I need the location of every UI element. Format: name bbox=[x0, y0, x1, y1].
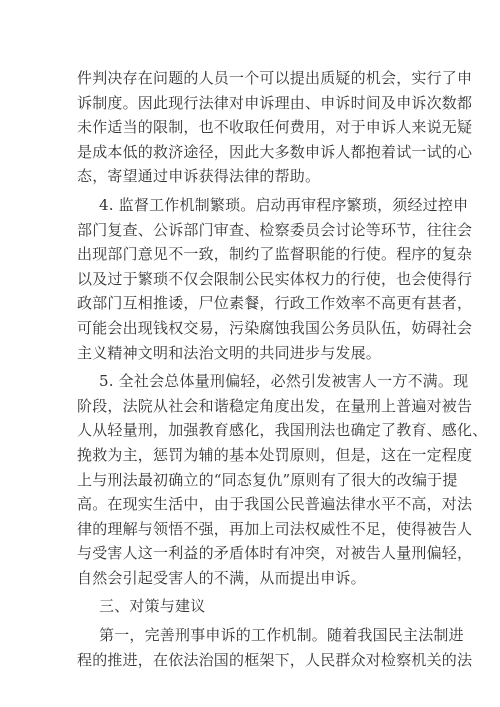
text-line: 是成本低的救济途径，因此大多数申诉人都抱着试一试的心 bbox=[77, 142, 473, 161]
text-line: 律的理解与领悟不强，再加上司法权威性不足，使得被告人 bbox=[77, 519, 473, 538]
text-line: 未作适当的限制，也不收取任何费用，对于申诉人来说无疑 bbox=[77, 118, 473, 137]
text-line: 可能会出现钱权交易，污染腐蚀我国公务员队伍，妨碍社会 bbox=[77, 318, 473, 337]
text-line: 程的推进，在依法治国的框架下，人民群众对检察机关的法 bbox=[77, 650, 473, 669]
section-heading-3 bbox=[77, 594, 427, 619]
text-line: 以及过于繁琐不仅会限制公民实体权力的行使，也会使得行 bbox=[77, 269, 473, 288]
text-line: 第一，完善刑事申诉的工作机制。随着我国民主法制进 bbox=[99, 626, 464, 645]
text-line: 政部门互相推诿，尸位素餐，行政工作效率不高更有甚者， bbox=[77, 294, 473, 313]
text-line: 高。在现实生活中，由于我国公民普遍法律水平不高，对法 bbox=[77, 495, 473, 514]
text-line: 4. 监督工作机制繁琐。启动再审程序繁琐，须经过控申 bbox=[99, 195, 469, 214]
paragraph-continuation bbox=[77, 66, 473, 189]
text-line: 上与刑法最初确立的“同态复仇”原则有了很大的改编于提 bbox=[77, 470, 458, 489]
text-line: 出现部门意见不一致，制约了监督职能的行使。程序的复杂 bbox=[77, 245, 473, 264]
text-line: 挽救为主，惩罚为辅的基本处罚原则，但是，这在一定程度 bbox=[77, 445, 473, 464]
text-line: 部门复查、公诉部门审查、检察委员会讨论等环节，往往会 bbox=[77, 220, 473, 239]
document-page bbox=[77, 66, 488, 672]
text-line: 主义精神文明和法治文明的共同进步与发展。 bbox=[77, 343, 382, 362]
text-line: 诉制度。因此现行法律对申诉理由、申诉时间及申诉次数都 bbox=[77, 93, 473, 112]
paragraph-countermeasure-1 bbox=[77, 623, 473, 672]
text-line: 态，寄望通过申诉获得法律的帮助。 bbox=[77, 167, 321, 186]
paragraph-point-5 bbox=[77, 369, 488, 590]
text-line: 件判决存在问题的人员一个可以提出质疑的机会，实行了申 bbox=[77, 69, 473, 87]
paragraph-point-4 bbox=[77, 193, 473, 365]
text-line: 三、对策与建议 bbox=[99, 597, 206, 616]
text-line: 自然会引起受害人的不满，从而提出申诉。 bbox=[77, 568, 366, 587]
text-line: 5. 全社会总体量刑偏轻，必然引发被害人一方不满。现 bbox=[99, 372, 469, 391]
text-line: 人从轻量刑，加强教育感化，我国刑法也确定了教育、感化、 bbox=[77, 421, 488, 440]
text-line: 阶段，法院从社会和谐稳定角度出发，在量刑上普遍对被告 bbox=[77, 396, 473, 415]
text-line: 与受害人这一利益的矛盾体时有冲突，对被告人量刑偏轻， bbox=[77, 544, 473, 563]
